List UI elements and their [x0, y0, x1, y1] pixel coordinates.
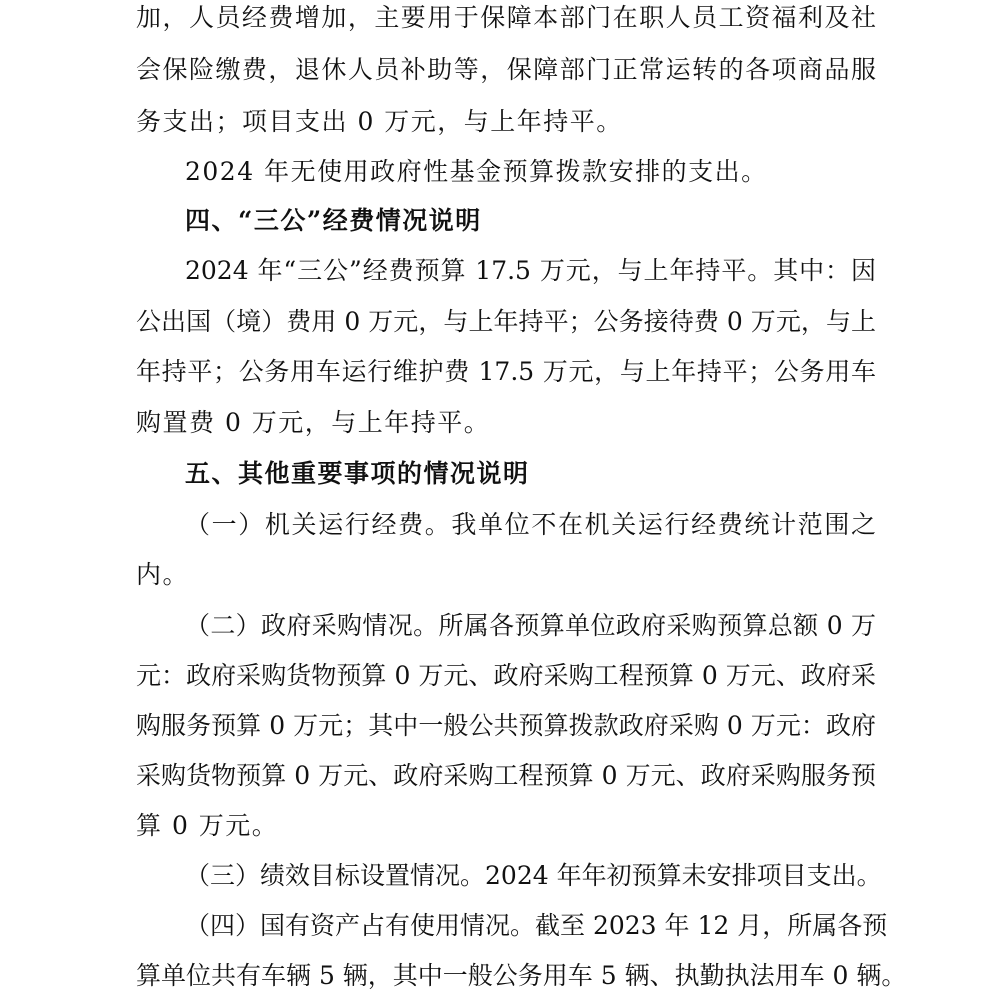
paragraph-line: 年持平；公务用车运行维护费 17.5 万元，与上年持平；公务用车: [136, 357, 876, 386]
section-heading-four: 四、“三公”经费情况说明: [185, 206, 482, 235]
paragraph-line: 公出国（境）费用 0 万元，与上年持平；公务接待费 0 万元，与上: [136, 307, 876, 336]
paragraph-line: 会保险缴费，退休人员补助等，保障部门正常运转的各项商品服: [136, 55, 876, 84]
paragraph-line: 2024 年“三公”经费预算 17.5 万元，与上年持平。其中：因: [185, 256, 876, 285]
paragraph-line: 元：政府采购货物预算 0 万元、政府采购工程预算 0 万元、政府采: [136, 661, 876, 690]
section-heading-five: 五、其他重要事项的情况说明: [185, 459, 530, 488]
paragraph-line: 购服务预算 0 万元；其中一般公共预算拨款政府采购 0 万元：政府: [136, 711, 876, 740]
paragraph-line: （二）政府采购情况。所属各预算单位政府采购预算总额 0 万: [185, 611, 876, 640]
paragraph-line: 2024 年无使用政府性基金预算拨款安排的支出。: [185, 157, 768, 186]
paragraph-line: 内。: [136, 560, 190, 589]
paragraph-line: 务支出；项目支出 0 万元，与上年持平。: [136, 107, 623, 136]
paragraph-line: 购置费 0 万元，与上年持平。: [136, 408, 491, 437]
paragraph-line: 算 0 万元。: [136, 811, 279, 840]
paragraph-line: （一）机关运行经费。我单位不在机关运行经费统计范围之: [185, 510, 876, 539]
paragraph-line: 加，人员经费增加，主要用于保障本部门在职人员工资福利及社: [136, 3, 876, 32]
paragraph-line: （三）绩效目标设置情况。2024 年年初预算未安排项目支出。: [185, 861, 882, 890]
paragraph-line: 采购货物预算 0 万元、政府采购工程预算 0 万元、政府采购服务预: [136, 761, 876, 790]
paragraph-line: 算单位共有车辆 5 辆，其中一般公务用车 5 辆、执勤执法用车 0 辆。: [136, 961, 907, 990]
paragraph-line: （四）国有资产占有使用情况。截至 2023 年 12 月，所属各预: [185, 911, 888, 940]
